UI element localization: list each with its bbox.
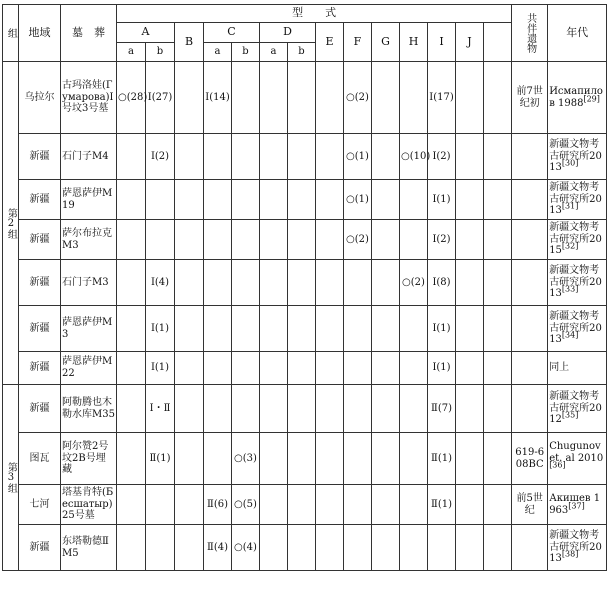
type-g-cell — [372, 525, 400, 571]
date-cell — [512, 260, 548, 306]
table-row — [3, 62, 607, 134]
type-i-cell: Ⅰ(1) — [428, 352, 456, 385]
type-g-cell — [372, 306, 400, 352]
date-cell: 前7世纪初 — [512, 62, 548, 134]
table-row — [3, 180, 607, 220]
type-h-cell: ○(10) — [400, 134, 428, 180]
group-label: 第2组 — [5, 207, 17, 239]
type-f-cell — [344, 385, 372, 433]
type-g-cell — [372, 385, 400, 433]
region-cell: 七河 — [19, 485, 61, 525]
type-db-cell — [288, 485, 316, 525]
type-e-cell — [316, 525, 344, 571]
type-b-cell — [175, 62, 204, 134]
type-aa-cell — [117, 306, 146, 352]
type-aa-cell — [117, 134, 146, 180]
date-cell — [512, 306, 548, 352]
type-aa-cell — [117, 485, 146, 525]
subtype-c-a: a — [204, 43, 232, 62]
tomb-cell: 石门子M4 — [61, 134, 117, 180]
coexist-cell — [484, 180, 512, 220]
region-cell: 新疆 — [19, 525, 61, 571]
region-cell: 新疆 — [19, 385, 61, 433]
type-b-cell — [175, 260, 204, 306]
tomb-cell: 萨恩萨伊M19 — [61, 180, 117, 220]
type-ca-cell: Ⅱ(6) — [204, 485, 232, 525]
literature-ref: [32] — [561, 242, 579, 252]
tomb-cell: 东塔勒德ⅡM5 — [61, 525, 117, 571]
literature-cell — [548, 260, 607, 306]
type-da-cell — [260, 180, 288, 220]
type-h-cell — [400, 220, 428, 260]
type-e-cell — [316, 433, 344, 485]
literature-text: 新疆文物考古研究所2015 — [549, 221, 602, 257]
type-h-cell — [400, 180, 428, 220]
table-row — [3, 134, 607, 180]
literature-cell — [548, 62, 607, 134]
literature-cell — [548, 352, 607, 385]
type-da-cell — [260, 385, 288, 433]
type-cb-cell — [232, 220, 260, 260]
type-da-cell — [260, 260, 288, 306]
type-ca-cell — [204, 220, 232, 260]
table-row — [3, 260, 607, 306]
type-db-cell — [288, 306, 316, 352]
type-i-cell: Ⅱ(1) — [428, 433, 456, 485]
region-cell: 图瓦 — [19, 433, 61, 485]
type-header-b: B — [175, 23, 204, 62]
region-cell: 新疆 — [19, 220, 61, 260]
literature-text: 新疆文物考古研究所2013 — [549, 138, 602, 174]
subtype-c-b: b — [232, 43, 260, 62]
type-cb-cell — [232, 62, 260, 134]
tomb-cell: 萨尔布拉克M3 — [61, 220, 117, 260]
type-j-cell — [456, 306, 484, 352]
header-date: 年代 — [548, 5, 607, 62]
type-j-cell — [456, 485, 484, 525]
type-ca-cell — [204, 134, 232, 180]
table-row — [3, 525, 607, 571]
type-h-cell: ○(2) — [400, 260, 428, 306]
literature-text: 新疆文物考古研究所2013 — [549, 529, 602, 565]
typology-table — [2, 4, 607, 571]
type-da-cell — [260, 525, 288, 571]
type-b-cell — [175, 525, 204, 571]
coexist-cell — [484, 260, 512, 306]
region-cell: 乌拉尔 — [19, 62, 61, 134]
date-cell — [512, 352, 548, 385]
type-cb-cell — [232, 306, 260, 352]
type-db-cell — [288, 525, 316, 571]
type-e-cell — [316, 306, 344, 352]
table-row — [3, 433, 607, 485]
table-row — [3, 306, 607, 352]
header-group: 组 — [3, 5, 19, 62]
type-f-cell — [344, 485, 372, 525]
type-i-cell: Ⅱ(1) — [428, 485, 456, 525]
type-db-cell — [288, 385, 316, 433]
type-f-cell — [344, 260, 372, 306]
type-header-e: E — [316, 23, 344, 62]
type-header-f: F — [344, 23, 372, 62]
type-ab-cell: Ⅰ(1) — [146, 352, 175, 385]
coexist-cell — [484, 220, 512, 260]
type-g-cell — [372, 180, 400, 220]
type-e-cell — [316, 134, 344, 180]
type-da-cell — [260, 485, 288, 525]
type-h-cell — [400, 525, 428, 571]
literature-cell — [548, 220, 607, 260]
type-h-cell — [400, 485, 428, 525]
tomb-cell: 古玛洛娃(Гумарова)Ⅰ号坟3号墓 — [61, 62, 117, 134]
type-g-cell — [372, 220, 400, 260]
header-type: 型 式 — [117, 5, 512, 23]
type-cb-cell — [232, 385, 260, 433]
type-header-d: D — [260, 23, 316, 43]
type-ca-cell — [204, 433, 232, 485]
type-i-cell: Ⅰ(8) — [428, 260, 456, 306]
literature-ref: [38] — [561, 550, 579, 560]
type-ca-cell — [204, 306, 232, 352]
date-cell: 619-608BC — [512, 433, 548, 485]
header-coexist: 共伴遗物 — [512, 5, 548, 62]
type-g-cell — [372, 62, 400, 134]
type-b-cell — [175, 433, 204, 485]
tomb-cell: 阿勒腾也木勒水库M35 — [61, 385, 117, 433]
region-cell: 新疆 — [19, 180, 61, 220]
date-cell: 前5世纪 — [512, 485, 548, 525]
type-b-cell — [175, 352, 204, 385]
type-da-cell — [260, 306, 288, 352]
type-i-cell: Ⅱ(7) — [428, 385, 456, 433]
region-cell: 新疆 — [19, 352, 61, 385]
type-g-cell — [372, 134, 400, 180]
type-f-cell: ○(2) — [344, 62, 372, 134]
type-cb-cell: ○(4) — [232, 525, 260, 571]
literature-text: 新疆文物考古研究所2013 — [549, 264, 602, 300]
tomb-cell: 塔基肯特(Бесшатыр)25号墓 — [61, 485, 117, 525]
type-header-g: G — [372, 23, 400, 62]
region-cell: 新疆 — [19, 306, 61, 352]
type-h-cell — [400, 352, 428, 385]
coexist-cell — [484, 525, 512, 571]
table-row — [3, 220, 607, 260]
type-header-a: A — [117, 23, 175, 43]
type-j-cell — [456, 134, 484, 180]
type-f-cell — [344, 352, 372, 385]
tomb-cell: 阿尔赞2号坟2B号埋藏 — [61, 433, 117, 485]
type-da-cell — [260, 62, 288, 134]
coexist-cell — [484, 134, 512, 180]
type-h-cell — [400, 306, 428, 352]
coexist-cell — [484, 306, 512, 352]
coexist-cell — [484, 433, 512, 485]
date-cell — [512, 385, 548, 433]
type-db-cell — [288, 134, 316, 180]
type-ca-cell — [204, 385, 232, 433]
literature-ref: [33] — [561, 285, 579, 295]
type-ca-cell — [204, 352, 232, 385]
type-header-h: H — [400, 23, 428, 62]
date-cell — [512, 180, 548, 220]
table-row — [3, 352, 607, 385]
type-cb-cell — [232, 352, 260, 385]
type-aa-cell — [117, 220, 146, 260]
type-ab-cell: Ⅰ・Ⅱ — [146, 385, 175, 433]
tomb-cell: 萨恩萨伊M3 — [61, 306, 117, 352]
group-cell — [3, 385, 19, 571]
type-f-cell: ○(2) — [344, 220, 372, 260]
type-j-cell — [456, 62, 484, 134]
tomb-cell: 石门子M3 — [61, 260, 117, 306]
type-db-cell — [288, 220, 316, 260]
table-body — [3, 62, 607, 571]
type-db-cell — [288, 62, 316, 134]
type-ab-cell — [146, 485, 175, 525]
header-region: 地域 — [19, 5, 61, 62]
type-g-cell — [372, 260, 400, 306]
type-j-cell — [456, 525, 484, 571]
region-cell: 新疆 — [19, 260, 61, 306]
type-f-cell: ○(1) — [344, 134, 372, 180]
type-header-i: I — [428, 23, 456, 62]
type-aa-cell — [117, 180, 146, 220]
group-label: 第3组 — [5, 462, 17, 493]
type-aa-cell: ○(28) — [117, 62, 146, 134]
type-da-cell — [260, 134, 288, 180]
literature-cell — [548, 385, 607, 433]
type-cb-cell — [232, 260, 260, 306]
type-f-cell: ○(1) — [344, 180, 372, 220]
literature-cell — [548, 485, 607, 525]
literature-ref: [36] — [549, 461, 566, 471]
literature-ref: [30] — [561, 159, 579, 169]
date-cell — [512, 525, 548, 571]
type-i-cell: Ⅰ(2) — [428, 220, 456, 260]
type-j-cell — [456, 433, 484, 485]
type-i-cell: Ⅰ(1) — [428, 180, 456, 220]
type-aa-cell — [117, 433, 146, 485]
type-db-cell — [288, 433, 316, 485]
literature-ref: [34] — [561, 331, 579, 341]
region-cell: 新疆 — [19, 134, 61, 180]
type-e-cell — [316, 180, 344, 220]
literature-cell — [548, 134, 607, 180]
type-j-cell — [456, 180, 484, 220]
tomb-cell: 萨恩萨伊M22 — [61, 352, 117, 385]
type-g-cell — [372, 352, 400, 385]
coexist-cell — [484, 385, 512, 433]
literature-text: Акишев 1963 — [549, 492, 601, 516]
type-ab-cell — [146, 180, 175, 220]
type-cb-cell — [232, 134, 260, 180]
type-ab-cell — [146, 525, 175, 571]
type-ab-cell: Ⅰ(1) — [146, 306, 175, 352]
type-j-cell — [456, 352, 484, 385]
type-da-cell — [260, 220, 288, 260]
type-e-cell — [316, 220, 344, 260]
table-row — [3, 385, 607, 433]
type-g-cell — [372, 433, 400, 485]
type-j-cell — [456, 220, 484, 260]
literature-text: 新疆文物考古研究所2012 — [549, 390, 602, 426]
type-b-cell — [175, 306, 204, 352]
type-ca-cell — [204, 260, 232, 306]
table-row — [3, 485, 607, 525]
type-h-cell — [400, 62, 428, 134]
type-ab-cell: Ⅰ(2) — [146, 134, 175, 180]
subtype-a-a: a — [117, 43, 146, 62]
date-cell — [512, 134, 548, 180]
type-aa-cell — [117, 525, 146, 571]
coexist-cell — [484, 352, 512, 385]
literature-text: Chugunov et. al 2010 — [549, 440, 604, 464]
type-e-cell — [316, 352, 344, 385]
literature-ref: [37] — [568, 501, 585, 511]
type-h-cell — [400, 385, 428, 433]
type-j-cell — [456, 260, 484, 306]
type-db-cell — [288, 180, 316, 220]
type-e-cell — [316, 260, 344, 306]
type-header-j: J — [456, 23, 484, 62]
subtype-d-a: a — [260, 43, 288, 62]
type-b-cell — [175, 385, 204, 433]
date-cell — [512, 220, 548, 260]
type-db-cell — [288, 352, 316, 385]
type-da-cell — [260, 433, 288, 485]
literature-ref: [35] — [561, 411, 579, 421]
literature-cell — [548, 525, 607, 571]
type-i-cell: Ⅰ(17) — [428, 62, 456, 134]
type-i-cell — [428, 525, 456, 571]
literature-text: Исмапилов 1988 — [549, 85, 603, 109]
type-f-cell — [344, 525, 372, 571]
type-aa-cell — [117, 260, 146, 306]
type-aa-cell — [117, 352, 146, 385]
type-header-c: C — [204, 23, 260, 43]
type-ab-cell — [146, 220, 175, 260]
coexist-cell — [484, 62, 512, 134]
type-f-cell — [344, 306, 372, 352]
subtype-d-b: b — [288, 43, 316, 62]
type-e-cell — [316, 485, 344, 525]
type-h-cell — [400, 433, 428, 485]
literature-cell — [548, 306, 607, 352]
literature-cell — [548, 180, 607, 220]
type-ab-cell: Ⅰ(27) — [146, 62, 175, 134]
type-g-cell — [372, 485, 400, 525]
type-j-cell — [456, 385, 484, 433]
type-ab-cell: Ⅰ(4) — [146, 260, 175, 306]
literature-text: 新疆文物考古研究所2013 — [549, 181, 602, 217]
literature-cell — [548, 433, 607, 485]
type-b-cell — [175, 180, 204, 220]
literature-ref: [31] — [561, 202, 579, 212]
type-f-cell — [344, 433, 372, 485]
type-da-cell — [260, 352, 288, 385]
coexist-cell — [484, 485, 512, 525]
type-ab-cell: Ⅱ(1) — [146, 433, 175, 485]
type-i-cell: Ⅰ(2) — [428, 134, 456, 180]
header-tomb: 墓 葬 — [61, 5, 117, 62]
literature-text: 新疆文物考古研究所2013 — [549, 310, 602, 346]
type-e-cell — [316, 62, 344, 134]
subtype-a-b: b — [146, 43, 175, 62]
type-b-cell — [175, 220, 204, 260]
type-db-cell — [288, 260, 316, 306]
type-i-cell: Ⅰ(1) — [428, 306, 456, 352]
type-b-cell — [175, 485, 204, 525]
literature-ref: [29] — [583, 94, 600, 104]
type-ca-cell — [204, 180, 232, 220]
type-cb-cell — [232, 180, 260, 220]
type-ca-cell: Ⅱ(4) — [204, 525, 232, 571]
group-cell — [3, 62, 19, 385]
type-aa-cell — [117, 385, 146, 433]
literature-text: 同上 — [549, 362, 570, 374]
type-cb-cell: ○(5) — [232, 485, 260, 525]
type-cb-cell: ○(3) — [232, 433, 260, 485]
type-b-cell — [175, 134, 204, 180]
type-e-cell — [316, 385, 344, 433]
type-ca-cell: Ⅰ(14) — [204, 62, 232, 134]
